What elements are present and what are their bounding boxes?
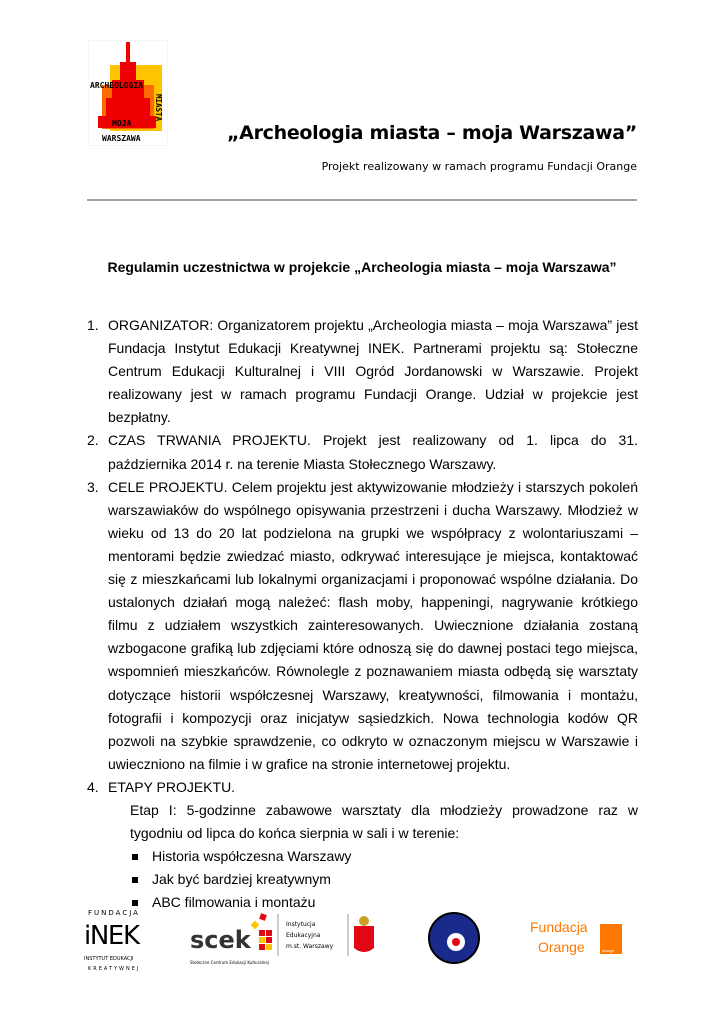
svg-text:scek: scek — [190, 926, 251, 954]
item-text: ORGANIZATOR: Organizatorem projektu „Archeologia miasta – moja Warszawa” jest Fundacja Instytut Edukacji Kreatywnej INEK. Partnerami projektu są: Stołeczne Centrum Edukacji Kulturalnej i VIII Ogród Jordanowski w Warszawie. Projekt realizowany jest w ramach programu Fundacji Orange. Udział w projekcie jest bezpłatny. — [108, 317, 638, 426]
document-subtitle: Projekt realizowany w ramach programu Fundacji Orange — [321, 160, 637, 173]
bullet-item — [108, 868, 638, 891]
stage-description: Etap I: 5-godzinne zabawowe warsztaty dla młodzieży prowadzone raz w tygodniu od lipca do końca sierpnia w sali i w terenie: — [130, 801, 638, 842]
item-number: 4. — [87, 778, 99, 795]
item-text: CZAS TRWANIA PROJEKTU. Projekt jest realizowany od 1. lipca do 31. października 2014 r. na terenie Miasta Stołecznego Warszawy. — [108, 432, 638, 472]
svg-text:FUNDACJA: FUNDACJA — [88, 909, 140, 917]
partner-logos — [80, 906, 640, 978]
bullet-item — [108, 845, 638, 868]
svg-text:Orange: Orange — [538, 939, 585, 955]
svg-text:iNEK: iNEK — [84, 921, 140, 951]
item-number: 2. — [87, 432, 99, 449]
bullet-text: Historia współczesna Warszawy — [152, 848, 352, 865]
list-item — [87, 314, 638, 429]
regulations-list — [87, 314, 638, 914]
list-item — [87, 429, 638, 475]
svg-text:INSTYTUT EDUKACJI: INSTYTUT EDUKACJI — [84, 956, 134, 962]
svg-text:Edukacyjna: Edukacyjna — [286, 932, 321, 939]
bullet-icon — [132, 854, 138, 860]
ogrod-jordanowski-logo — [429, 913, 479, 963]
svg-text:Stołeczne Centrum Edukacji Kul: Stołeczne Centrum Edukacji Kulturalnej — [190, 960, 269, 965]
svg-text:Instytucja: Instytucja — [286, 921, 316, 928]
svg-text:m.st. Warszawy: m.st. Warszawy — [286, 943, 334, 950]
svg-text:MIASTA: MIASTA — [154, 94, 163, 122]
fundacja-orange-logo — [530, 919, 622, 955]
item-number: 1. — [87, 317, 99, 333]
item-number: 3. — [87, 478, 99, 495]
header-divider — [87, 199, 637, 201]
archeologia-miasta-logo — [88, 40, 168, 146]
document-title: „Archeologia miasta – moja Warszawa” — [226, 122, 637, 144]
inek-logo — [84, 909, 141, 972]
item-text: CELE PROJEKTU. Celem projektu jest aktywizowanie młodzieży i starszych pokoleń warszawiaków do wspólnego opisywania przestrzeni i ducha Warszawy. Młodzież w wieku od 13 do 20 lat podzielona na grupki we współpracy z wolontariuszami – mentorami będzie zwiedzać miasto, odkrywać interesujące je miejsca, kontaktować się z mieszkańcami lub lokalnymi organizacjami i proponować wspólne działania. Do ustalonych działań mogą należeć: flash moby, happeningi, nagrywanie krótkiego filmu z udziałem wszystkich zainteresowanych. Uwiecznione działania zostaną wzbogacone grafiką lub zdjęciami które odnoszą się do dawnej postaci tego miejsca, wspomnień mieszkańców. Równolegle z poznawaniem miasta odbędą się warsztaty dotyczące historii współczesnej Warszawy, kreatywności, filmowania i montażu, fotografii i kompozycji oraz inicjatyw sąsiedzkich. Nowa technologia kodów QR pozwoli na szybkie sprawdzenie, co odkryto w oznaczonym miejscu w Warszawie i uwieczniono na filmie i w grafice na stronie internetowej projektu. — [108, 478, 638, 772]
svg-text:orange: orange — [602, 948, 615, 953]
svg-text:WARSZAWA: WARSZAWA — [102, 134, 141, 143]
item-text: ETAPY PROJEKTU. — [108, 778, 236, 795]
list-item — [87, 476, 638, 776]
svg-text:MOJA: MOJA — [112, 119, 132, 128]
regulations-heading: Regulamin uczestnictwa w projekcie „Archeologia miasta – moja Warszawa” — [107, 259, 617, 275]
bullet-text: Jak być bardziej kreatywnym — [152, 871, 331, 888]
svg-text:ARCHEOLOGIA: ARCHEOLOGIA — [90, 81, 143, 90]
bullet-text: ABC filmowania i montażu — [152, 894, 316, 911]
svg-text:Fundacja: Fundacja — [530, 919, 588, 935]
bullet-icon — [132, 877, 138, 883]
scek-logo — [190, 913, 374, 965]
list-item — [87, 776, 638, 915]
svg-text:KREATYWNEJ: KREATYWNEJ — [88, 966, 141, 972]
